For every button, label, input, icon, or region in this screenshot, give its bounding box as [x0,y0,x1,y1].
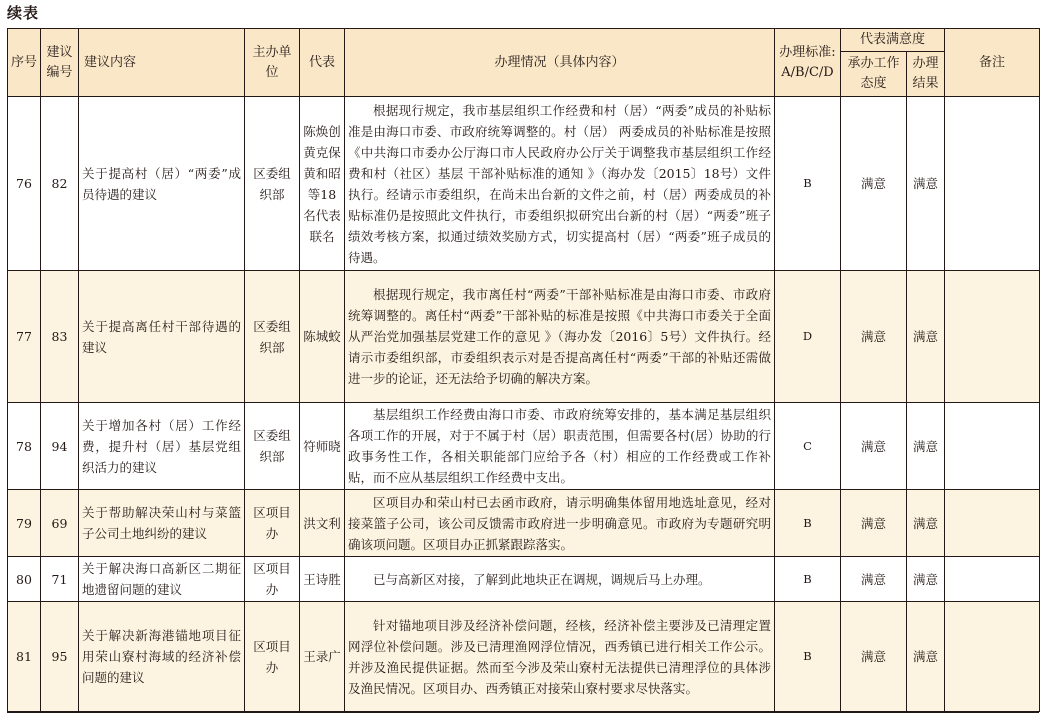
row-standard: B [775,602,841,712]
row-proposal-no: 82 [41,97,79,271]
row-index: 80 [8,557,41,602]
row-host-unit: 区委组织部 [245,271,300,403]
row-handling-text: 根据现行规定，我市离任村“两委”干部补贴标准是由海口市委、市政府统筹调整的。离任村“两委”干部补贴的标准是按照《中共海口市委关于全面从严治党加强基层党建工作的意见 》（海办发〔2016〕5号）文件执行。经请示市委组织部，市委组织表示对是否提高离任村“两委”干部的补贴还需做进一步的论证，还无法给予切确的解决方案。 [348,287,771,386]
row-attitude: 满意 [841,490,907,557]
row-attitude: 满意 [841,602,907,712]
table-row [8,97,1040,271]
row-content: 关于解决海口高新区二期征地遗留问题的建议 [79,557,245,602]
proposal-table [7,28,1040,712]
header-standard-line1: 办理标准: [779,44,836,60]
header-satisfaction: 代表满意度 [841,29,945,52]
row-remarks [945,403,1040,490]
table-row [8,490,1040,557]
row-proposal-no: 94 [41,403,79,490]
row-remarks [945,557,1040,602]
row-handling [345,403,775,490]
page-title: 续表 [7,4,40,22]
header-standard-line2: A/B/C/D [781,64,834,80]
header-result: 办理结果 [907,52,945,97]
row-handling-text: 根据现行规定，我市基层组织工作经费和村（居）“两委”成员的补贴标准是由海口市委、市政府统筹调整的。村（居） 两委成员的补贴标准是按照《中共海口市委办公厅海口市人民政府办公厅关于调整我市基层组织工作经费和村（社区）基层 干部补贴标准的通知 》（海办发〔2015〕18号）文件执行。经请示市委组织，在尚未出台新的文件之前，村（居）两委成员的补贴标准仍是按照此文件执行，市委组织拟研究出台新的村（居）“两委”班子绩效考核方案，拟通过绩效奖励方式，切实提高村（居）“两委”班子成员的待遇。 [348,102,771,265]
row-standard: D [775,271,841,403]
row-result: 满意 [907,557,945,602]
row-representative: 陈城蛟 [300,271,345,403]
row-host-unit: 区项目办 [245,490,300,557]
row-representative: 符师晓 [300,403,345,490]
row-handling-text: 基层组织工作经费由海口市委、市政府统筹安排的，基本满足基层组织各项工作的开展，对于不属于村（居）职责范围，但需要各村(居）协助的行政事务性工作，各相关职能部门应给予各（村）相应的工作经费或工作补贴，而不应从基层组织工作经费中支出。 [348,407,771,485]
row-host-unit: 区项目办 [245,602,300,712]
row-host-unit: 区委组织部 [245,97,300,271]
row-standard: B [775,490,841,557]
row-content: 关于增加各村（居）工作经费，提升村（居）基层党组织活力的建议 [79,403,245,490]
row-attitude: 满意 [841,403,907,490]
row-result: 满意 [907,490,945,557]
bottom-rule [7,711,1039,713]
header-remarks: 备注 [945,29,1040,97]
row-standard: B [775,557,841,602]
row-index: 81 [8,602,41,712]
row-standard: B [775,97,841,271]
row-handling [345,97,775,271]
row-handling [345,602,775,712]
row-index: 78 [8,403,41,490]
row-handling [345,490,775,557]
row-standard: C [775,403,841,490]
table-row [8,403,1040,490]
row-attitude: 满意 [841,97,907,271]
row-handling-text: 针对锚地项目涉及经济补偿问题，经核，经济补偿主要涉及已清理定置网浮位补偿问题。涉及已清理渔网浮位情况，西秀镇已进行相关工作公示。并涉及渔民提供证据。然而至今涉及荣山寮村无法提供已清理浮位的具体涉及渔民情况。区项目办、西秀镇正对接荣山寮村要求尽快落实。 [348,617,771,696]
row-representative: 王录广 [300,602,345,712]
row-result: 满意 [907,403,945,490]
row-attitude: 满意 [841,557,907,602]
header-attitude: 承办工作态度 [841,52,907,97]
row-remarks [945,271,1040,403]
row-content: 关于帮助解决荣山村与菜篮子公司土地纠纷的建议 [79,490,245,557]
header-index: 序号 [8,29,41,97]
table-row [8,271,1040,403]
row-content: 关于提高村（居）“两委”成员待遇的建议 [79,97,245,271]
row-representative: 洪文利 [300,490,345,557]
row-proposal-no: 71 [41,557,79,602]
header-proposal-no: 建议编号 [41,29,79,97]
row-index: 79 [8,490,41,557]
row-index: 77 [8,271,41,403]
table-row [8,557,1040,602]
row-handling-text: 区项目办和荣山村已去函市政府，请示明确集体留用地选址意见，经对接菜篮子公司，该公司反馈需市政府进一步明确意见。市政府为专题研究明确该项问题。区项目办正抓紧跟踪落实。 [348,494,771,552]
row-host-unit: 区项目办 [245,557,300,602]
row-handling [345,557,775,602]
header-standard [775,29,841,97]
row-attitude: 满意 [841,271,907,403]
row-result: 满意 [907,271,945,403]
row-handling-text: 已与高新区对接，了解到此地块正在调规，调规后马上办理。 [373,571,711,587]
row-handling [345,271,775,403]
row-remarks [945,602,1040,712]
row-result: 满意 [907,97,945,271]
row-remarks [945,490,1040,557]
row-host-unit: 区委组织部 [245,403,300,490]
row-proposal-no: 83 [41,271,79,403]
header-content: 建议内容 [79,29,245,97]
row-result: 满意 [907,602,945,712]
row-representative: 王诗胜 [300,557,345,602]
header-representative: 代表 [300,29,345,97]
row-index: 76 [8,97,41,271]
table-row [8,602,1040,712]
row-representative: 陈焕创黄克保黄和昭等18名代表联名 [300,97,345,271]
row-proposal-no: 95 [41,602,79,712]
row-content: 关于解决新海港锚地项目征用荣山寮村海域的经济补偿问题的建议 [79,602,245,712]
row-content: 关于提高离任村干部待遇的建议 [79,271,245,403]
row-proposal-no: 69 [41,490,79,557]
header-host-unit: 主办单位 [245,29,300,97]
header-handling: 办理情况（具体内容） [345,29,775,97]
row-remarks [945,97,1040,271]
